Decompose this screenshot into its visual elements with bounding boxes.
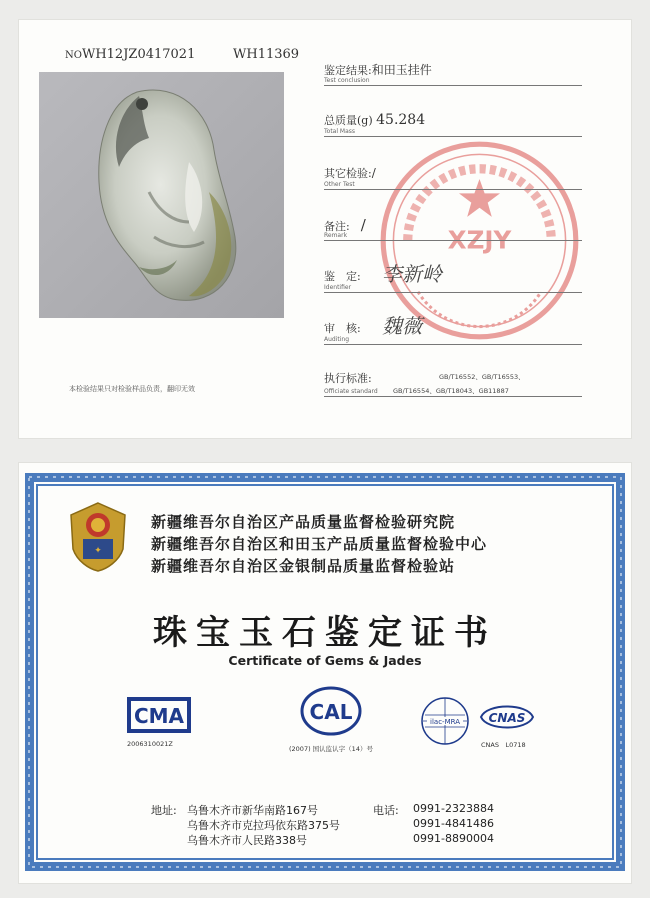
national-emblem-icon — [67, 501, 129, 573]
svg-text:ilac-MRA: ilac-MRA — [430, 718, 460, 726]
standard-field: 执行标准: Officiate standard — [324, 366, 582, 397]
disclaimer-text: 本检验结果只对检验样品负责，翻印无效 — [69, 385, 195, 393]
institution-name-2: 新疆维吾尔自治区和田玉产品质量监督检验中心 — [151, 535, 488, 553]
jade-pendant-photo — [39, 72, 284, 318]
test-report-card — [18, 19, 632, 439]
address-label: 地址: — [151, 804, 177, 817]
phone-line-1: 0991-2323884 — [413, 802, 494, 815]
identifier-field: 鉴 定: 李新岭 Identifier — [324, 264, 582, 293]
address-line-3: 乌鲁木齐市人民路338号 — [187, 834, 307, 847]
address-line-2: 乌鲁木齐市克拉玛依东路375号 — [187, 819, 340, 832]
remark-value: / — [360, 216, 366, 234]
serial-code: WH11369 — [233, 47, 300, 62]
institution-name-1: 新疆维吾尔自治区产品质量监督检验研究院 — [151, 513, 456, 531]
conclusion-value: 和田玉挂件 — [371, 63, 432, 77]
conclusion-field: 鉴定结果:和田玉挂件 Test conclusion — [324, 57, 582, 86]
cma-code: 2006310021Z — [127, 740, 173, 748]
cal-logo-icon — [299, 685, 363, 737]
identifier-signature: 李新岭 — [382, 262, 442, 286]
certificate-cover — [18, 462, 632, 884]
serial-number: NOWH12JZ0417021 — [65, 47, 196, 62]
cnas-code: CNAS L0718 — [481, 741, 526, 749]
svg-text:CNAS: CNAS — [488, 711, 526, 725]
other-test-value: / — [371, 166, 376, 180]
standard-line-2: GB/T16554、GB/T18043、GB11887 — [393, 387, 509, 395]
cal-code: (2007) 国认监认字（14）号 — [289, 745, 373, 753]
cnas-logo-icon — [477, 699, 537, 735]
mass-value: 45.284 — [376, 112, 426, 128]
phone-label: 电话: — [373, 804, 399, 817]
auditor-signature: 魏薇 — [382, 314, 422, 338]
certificate-title: 珠宝玉石鉴定证书 — [153, 613, 497, 653]
phone-line-2: 0991-4841486 — [413, 817, 494, 830]
ilac-mra-logo-icon — [419, 695, 471, 747]
phone-line-3: 0991-8890004 — [413, 832, 494, 845]
mass-field: 总质量(g) 45.284 Total Mass — [324, 108, 582, 137]
standard-line-1: GB/T16552、GB/T16553、 — [439, 373, 525, 381]
svg-text:XZJY: XZJY — [447, 225, 512, 255]
svg-text:CAL: CAL — [309, 700, 353, 724]
remark-field: 备注: / Remark — [324, 212, 582, 241]
svg-text:✦: ✦ — [94, 546, 102, 556]
svg-text:CMA: CMA — [133, 704, 185, 728]
certificate-subtitle: Certificate of Gems & Jades — [228, 653, 422, 668]
jade-pendant-image — [39, 72, 284, 318]
auditing-field: 审 核: 魏薇 Auditing — [324, 316, 582, 345]
other-test-field: 其它检验:/ Other Test — [324, 161, 582, 190]
cma-logo-icon — [119, 695, 199, 735]
address-line-1: 乌鲁木齐市新华南路167号 — [187, 804, 318, 817]
institution-name-3: 新疆维吾尔自治区金银制品质量监督检验站 — [151, 557, 456, 575]
